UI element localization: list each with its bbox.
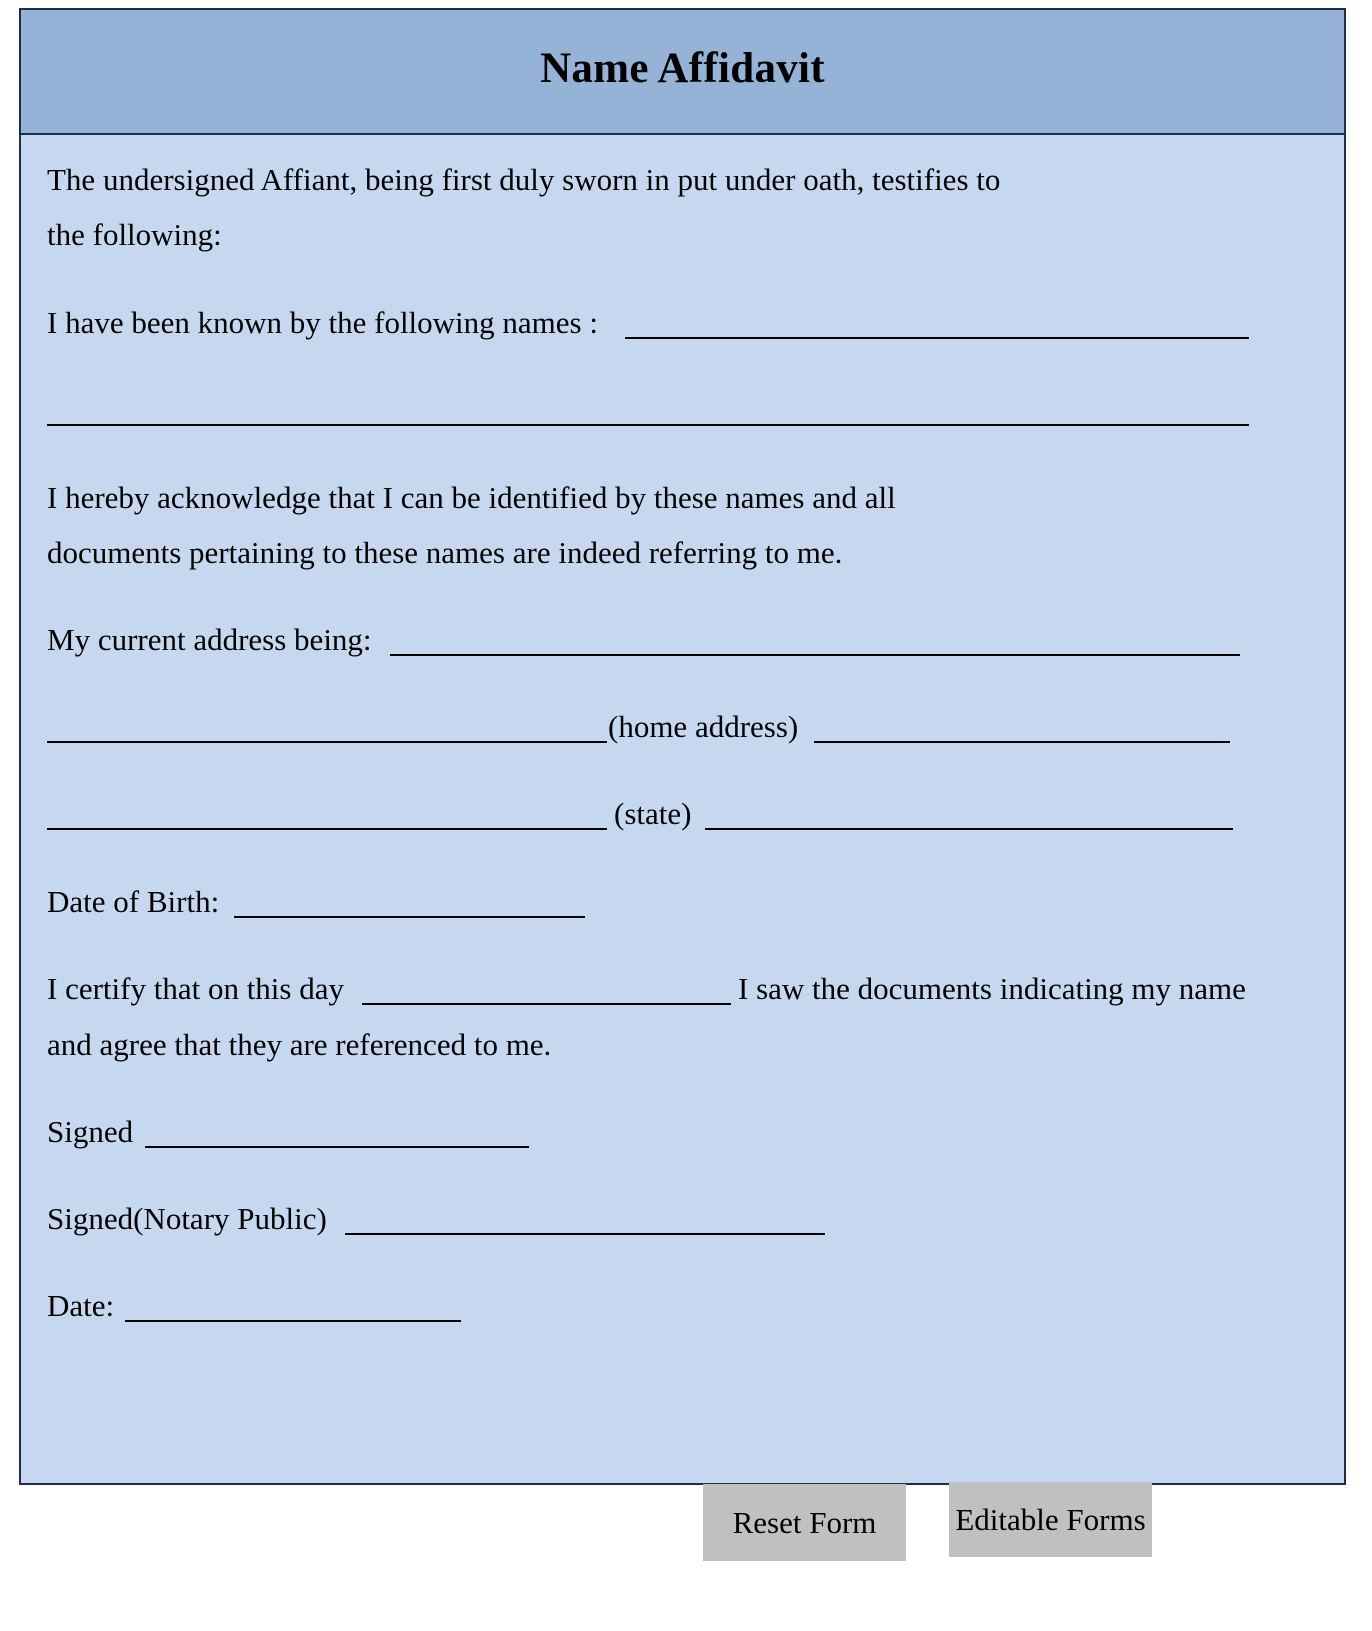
address-label: My current address being:	[47, 622, 372, 657]
state-field[interactable]	[705, 828, 1233, 830]
dob-field[interactable]	[234, 916, 585, 918]
intro-text-line2: the following:	[47, 217, 222, 252]
home-address-field[interactable]	[47, 741, 607, 743]
home-address-label: (home address)	[608, 709, 799, 744]
date-label: Date:	[47, 1288, 115, 1323]
reset-form-button[interactable]: Reset Form	[703, 1484, 906, 1561]
form-header	[21, 10, 1344, 135]
state-label: (state)	[614, 796, 692, 831]
known-names-field-continued[interactable]	[47, 424, 1249, 426]
notary-label: Signed(Notary Public)	[47, 1201, 327, 1236]
certify-day-field[interactable]	[362, 1003, 731, 1005]
acknowledge-text-line1: I hereby acknowledge that I can be identified by these names and all	[47, 480, 896, 515]
intro-text-line1: The undersigned Affiant, being first duly sworn in put under oath, testifies to	[47, 162, 1001, 197]
date-field[interactable]	[125, 1320, 461, 1322]
city-field[interactable]	[814, 741, 1230, 743]
signed-label: Signed	[47, 1114, 134, 1149]
acknowledge-text-line2: documents pertaining to these names are indeed referring to me.	[47, 535, 843, 570]
address-line-field[interactable]	[47, 828, 607, 830]
editable-forms-button[interactable]: Editable Forms	[949, 1482, 1152, 1557]
known-names-label: I have been known by the following names :	[47, 305, 598, 340]
certify-text-prefix: I certify that on this day	[47, 971, 344, 1006]
signed-field[interactable]	[145, 1146, 529, 1148]
notary-signature-field[interactable]	[345, 1233, 825, 1235]
form-title: Name Affidavit	[540, 45, 825, 92]
certify-text-line2: and agree that they are referenced to me.	[47, 1027, 552, 1062]
certify-text-suffix: I saw the documents indicating my name	[738, 971, 1246, 1006]
known-names-field[interactable]	[625, 337, 1249, 339]
dob-label: Date of Birth:	[47, 884, 220, 919]
address-field[interactable]	[390, 654, 1240, 656]
